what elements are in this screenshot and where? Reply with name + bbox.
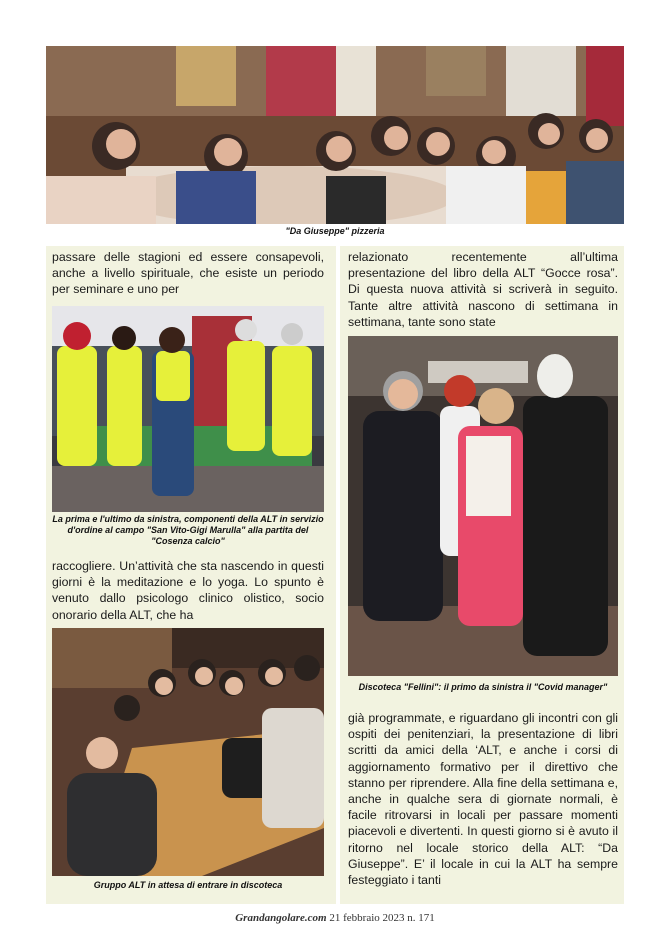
page-footer xyxy=(0,912,670,924)
caption-pizzeria: "Da Giuseppe" pizzeria xyxy=(285,226,385,236)
caption-fellini: Discoteca "Fellini": il primo da sinistra il "Covid manager" xyxy=(358,682,608,692)
article-text-left-1: passare delle stagioni ed essere consapevoli, anche a livello spirituale, che esiste un periodo per seminare e uno per xyxy=(52,250,324,297)
footer-site: Grandangolare.com xyxy=(235,912,327,924)
article-text-left-2: raccogliere. Un’attività che sta nascendo in questi giorni è la meditazione e lo yoga. Lo spunto è venuto dallo psicologo clinico olistico, socio onorario della ALT, che ha xyxy=(52,559,324,622)
footer-date: 21 febbraio 2023 n. 171 xyxy=(326,912,435,924)
photo-group-discoteca xyxy=(52,628,324,876)
caption-group-discoteca: Gruppo ALT in attesa di entrare in discoteca xyxy=(93,880,283,890)
photo-fellini xyxy=(348,336,618,676)
caption-stadium: La prima e l'ultimo da sinistra, componenti della ALT in servizio d'ordine al campo "San Vito-Gigi Marulla" alla partita del "Cosenza calcio" xyxy=(52,514,324,546)
photo-stadium xyxy=(52,306,324,512)
article-text-right-1: relazionato recentemente all’ultima presentazione del libro della ALT “Gocce rosa”. Di questa nuova attività si scriverà in seguito. Tante altre attività nascono di settimana in settimana, tante sono state xyxy=(348,250,618,329)
photo-pizzeria xyxy=(46,46,624,224)
article-text-right-2: già programmate, e riguardano gli incontri con gli ospiti dei penitenziari, la presentazione di libri scritti da amici della ‘ALT, e anche i corsi di aggiornamento formativo per il direttivo che stanno per riprendere. Alla fine della settimana e, anche in qualche sera di giornate normali, è facile ritrovarsi in locali per passare momenti piacevoli e divertenti. In questi giorno si è avuto il ritorno nel locale storico della ALT: “Da Giuseppe”. E’ il locale in cui la ALT ha sempre festeggiato i tanti xyxy=(348,711,618,888)
